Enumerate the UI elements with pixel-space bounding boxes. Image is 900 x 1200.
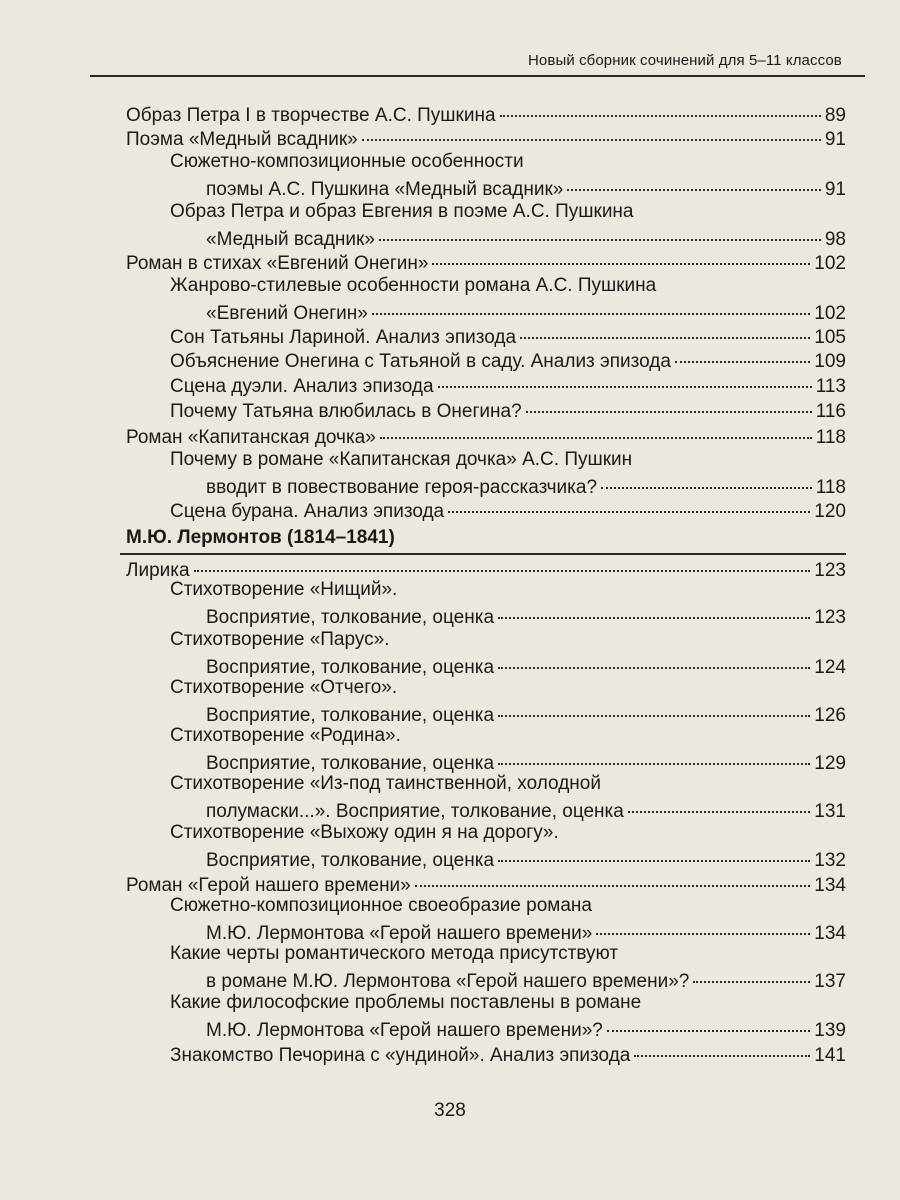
toc-entry-title: М.Ю. Лермонтова «Герой нашего времени»? — [206, 1020, 603, 1041]
header-rule — [90, 75, 865, 77]
toc-leader — [438, 367, 812, 388]
toc-entry-title: Восприятие, толкование, оценка — [206, 607, 495, 628]
toc-entry-title: Восприятие, толкование, оценка — [206, 657, 495, 678]
toc-page-number: 109 — [814, 351, 846, 372]
toc-entry-first-line: Какие черты романтического метода присутствуют — [170, 943, 619, 964]
toc-entry — [206, 748, 846, 772]
toc-leader — [693, 962, 810, 983]
toc-entry-title: М.Ю. Лермонтова «Герой нашего времени» — [206, 923, 593, 944]
toc-leader — [432, 244, 810, 265]
toc-page-number: 123 — [814, 560, 846, 581]
toc-entry-first-line: Какие философские проблемы поставлены в романе — [170, 992, 642, 1013]
toc-page-number: 89 — [824, 105, 846, 126]
toc-leader — [498, 648, 810, 669]
toc-entry-title: «Евгений Онегин» — [206, 303, 368, 324]
toc-page-number: 129 — [814, 753, 846, 774]
toc-page-number: 123 — [814, 607, 846, 628]
toc-leader — [498, 598, 810, 619]
toc-entry-first-line: Сюжетно-композиционные особенности — [170, 151, 524, 172]
toc-leader — [498, 841, 810, 862]
toc-entry — [126, 870, 846, 894]
toc-entry-title: Сон Татьяны Лариной. Анализ эпизода — [170, 327, 517, 348]
toc-entry-title: полумаски...». Восприятие, толкование, оценка — [206, 801, 624, 822]
toc-leader — [628, 792, 810, 813]
toc-leader — [526, 392, 812, 413]
toc-page-number: 134 — [814, 923, 846, 944]
toc-entry — [126, 248, 846, 272]
toc-entry — [206, 918, 846, 942]
toc-entry-title: Лирика — [126, 560, 190, 581]
toc-entry — [126, 124, 846, 148]
toc-page-number: 116 — [815, 401, 846, 422]
toc-leader — [415, 866, 811, 887]
toc-page-number: 124 — [814, 657, 846, 678]
toc-entry-title: в романе М.Ю. Лермонтова «Герой нашего времени»? — [206, 971, 690, 992]
toc-page-number: 105 — [814, 327, 846, 348]
toc-entry — [206, 966, 846, 990]
toc-leader — [362, 120, 821, 141]
running-title: Новый сборник сочинений для 5–11 классов — [528, 52, 842, 69]
toc-entry-title: Восприятие, толкование, оценка — [206, 850, 495, 871]
toc-entry — [170, 396, 846, 420]
toc-page-number: 137 — [814, 971, 846, 992]
toc-entry-title: Почему Татьяна влюбилась в Онегина? — [170, 401, 522, 422]
section-heading: М.Ю. Лермонтов (1814–1841) — [126, 527, 395, 548]
toc-leader — [520, 318, 810, 339]
toc-entry-title: Объяснение Онегина с Татьяной в саду. Анализ эпизода — [170, 351, 671, 372]
toc-page-number: 120 — [814, 501, 846, 522]
toc-entry-first-line: Стихотворение «Выхожу один я на дорогу». — [170, 822, 559, 843]
toc-leader — [380, 418, 812, 439]
toc-page-number: 91 — [824, 179, 846, 200]
toc-entry — [206, 602, 846, 626]
toc-entry-title: «Медный всадник» — [206, 229, 375, 250]
toc-entry-title: поэмы А.С. Пушкина «Медный всадник» — [206, 179, 564, 200]
toc-entry-title: Поэма «Медный всадник» — [126, 129, 358, 150]
toc-page-number: 91 — [824, 129, 846, 150]
toc-entry-first-line: Стихотворение «Нищий». — [170, 579, 398, 600]
toc-entry — [170, 496, 846, 520]
toc-leader — [448, 492, 810, 513]
toc-entry-first-line: Стихотворение «Из-под таинственной, холодной — [170, 773, 601, 794]
toc-page-number: 102 — [814, 303, 846, 324]
toc-page-number: 113 — [815, 376, 846, 397]
toc-page-number: 126 — [814, 705, 846, 726]
toc-leader — [596, 914, 810, 935]
toc-leader — [675, 342, 810, 363]
toc-entry-first-line: Сюжетно-композиционное своеобразие романа — [170, 895, 592, 916]
page-number: 328 — [434, 1100, 466, 1121]
toc-page-number: 131 — [814, 801, 846, 822]
toc-page-number: 102 — [814, 253, 846, 274]
toc-page-number: 118 — [815, 427, 846, 448]
toc-leader — [607, 1011, 810, 1032]
toc-leader — [500, 96, 821, 117]
toc-leader — [372, 294, 810, 315]
toc-entry-title: Образ Петра I в творчестве А.С. Пушкина — [126, 105, 496, 126]
toc-entry-title: Сцена дуэли. Анализ эпизода — [170, 376, 434, 397]
toc-leader — [634, 1036, 810, 1057]
toc-entry-first-line: Стихотворение «Родина». — [170, 725, 401, 746]
toc-page-number: 141 — [814, 1045, 846, 1066]
toc-entry — [206, 174, 846, 198]
toc-entry — [126, 555, 846, 579]
toc-entry-first-line: Почему в романе «Капитанская дочка» А.С. Пушкин — [170, 449, 633, 470]
toc-leader — [194, 551, 811, 572]
toc-page-number: 134 — [814, 875, 846, 896]
toc-entry-title: Роман в стихах «Евгений Онегин» — [126, 253, 429, 274]
toc-entry — [206, 652, 846, 676]
toc-page-number: 98 — [824, 229, 846, 250]
toc-entry-first-line: Жанрово-стилевые особенности романа А.С. Пушкина — [170, 275, 657, 296]
toc-entry-title: Восприятие, толкование, оценка — [206, 705, 495, 726]
toc-entry — [206, 700, 846, 724]
toc-entry-title: Знакомство Печорина с «ундиной». Анализ эпизода — [170, 1045, 631, 1066]
toc-entry — [170, 1040, 846, 1064]
toc-entry-title: вводит в повествование героя-рассказчика? — [206, 477, 598, 498]
toc-leader — [498, 744, 810, 765]
toc-page-number: 132 — [814, 850, 846, 871]
toc-entry-title: Роман «Герой нашего времени» — [126, 875, 411, 896]
toc-entry-title: Восприятие, толкование, оценка — [206, 753, 495, 774]
toc-entry-first-line: Образ Петра и образ Евгения в поэме А.С. Пушкина — [170, 201, 634, 222]
toc-leader — [567, 170, 821, 191]
toc-leader — [498, 696, 810, 717]
toc-page-number: 139 — [814, 1020, 846, 1041]
toc-leader — [601, 468, 812, 489]
toc-entry — [206, 796, 846, 820]
toc-leader — [379, 220, 821, 241]
toc-entry — [126, 422, 846, 446]
toc-entry-first-line: Стихотворение «Парус». — [170, 629, 390, 650]
toc-entry-title: Сцена бурана. Анализ эпизода — [170, 501, 445, 522]
toc-entry-title: Роман «Капитанская дочка» — [126, 427, 376, 448]
toc-entry-first-line: Стихотворение «Отчего». — [170, 677, 398, 698]
toc-page-number: 118 — [815, 477, 846, 498]
